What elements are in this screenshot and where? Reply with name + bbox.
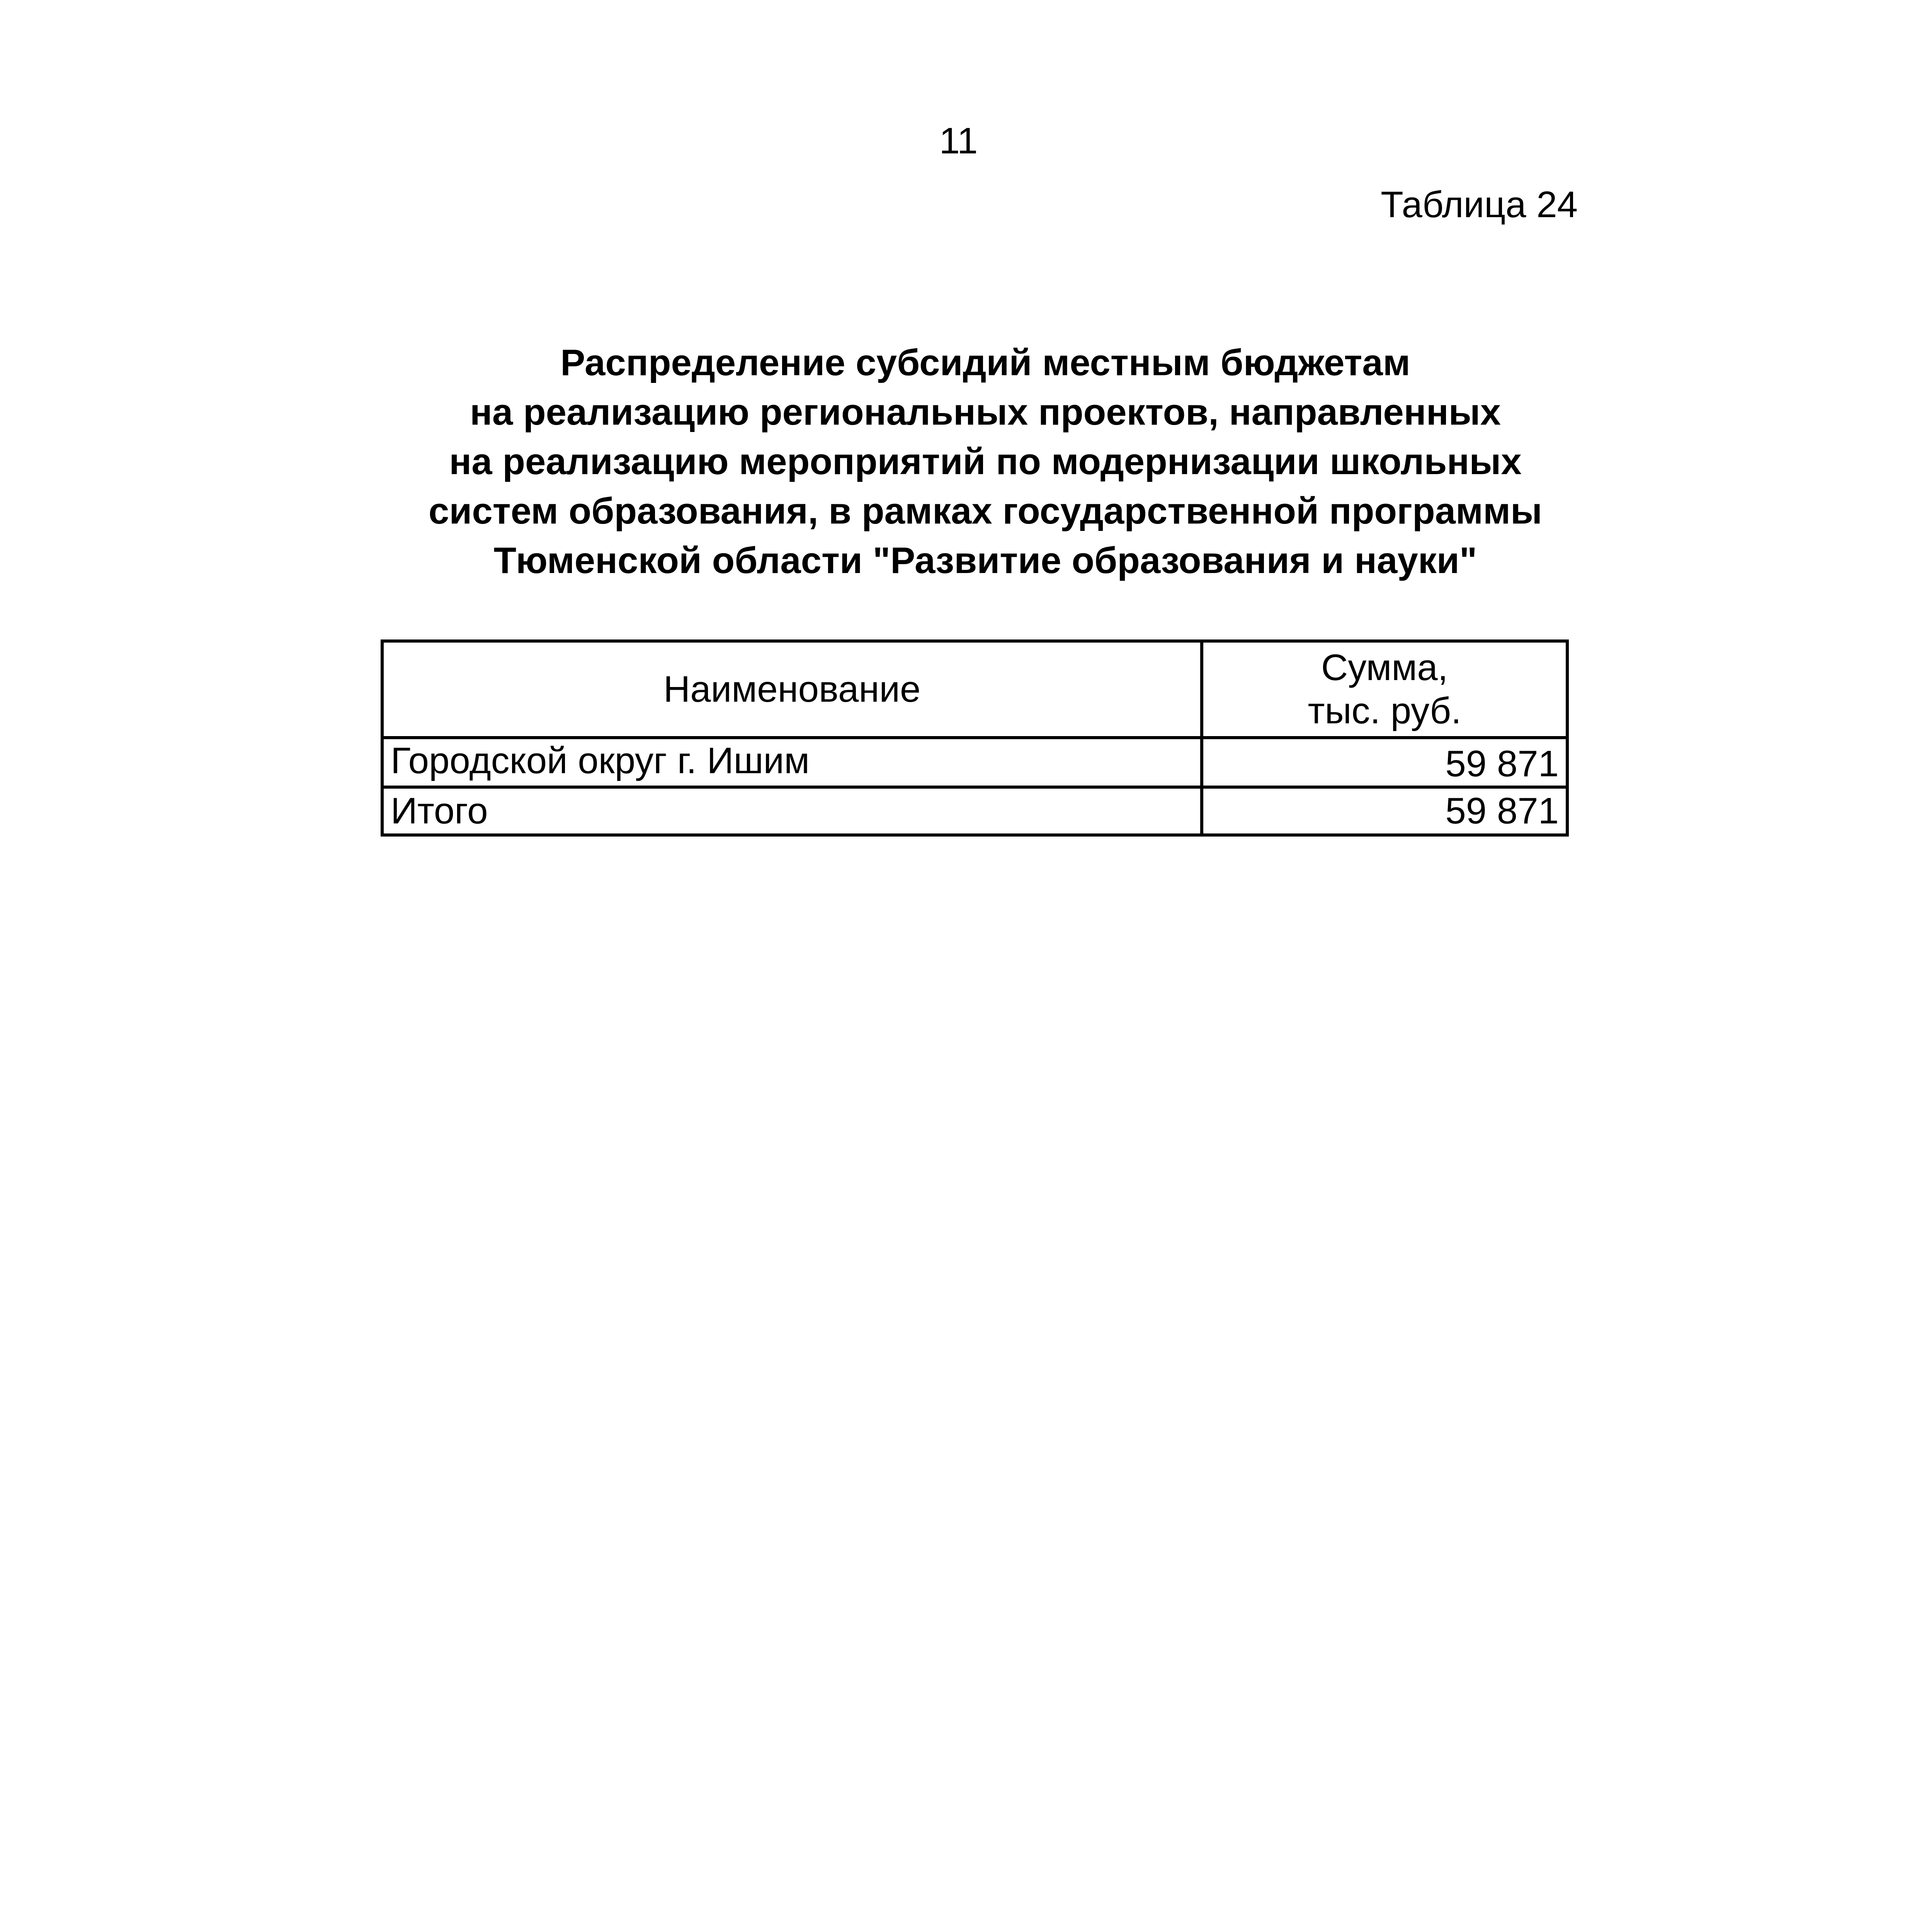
title-line: на реализацию региональных проектов, направленных bbox=[469, 391, 1501, 433]
title-line: на реализацию мероприятий по модернизации школьных bbox=[449, 441, 1522, 482]
header-sum bbox=[1202, 641, 1567, 738]
header-sum-line1: Сумма, bbox=[1321, 647, 1448, 688]
subsidy-table bbox=[381, 639, 1569, 837]
title-line: Распределение субсидий местным бюджетам bbox=[560, 342, 1410, 383]
total-name: Итого bbox=[382, 787, 1202, 835]
table-total-row bbox=[382, 787, 1567, 835]
header-sum-line2: тыс. руб. bbox=[1308, 690, 1461, 731]
table-row bbox=[382, 738, 1567, 787]
row-name: Городской округ г. Ишим bbox=[382, 738, 1202, 787]
page-number: 11 bbox=[939, 120, 978, 162]
header-name: Наименование bbox=[382, 641, 1202, 738]
title-line: систем образования, в рамках государственной программы bbox=[428, 490, 1543, 532]
table-number: Таблица 24 bbox=[1381, 184, 1578, 225]
row-sum: 59 871 bbox=[1202, 738, 1567, 787]
total-sum: 59 871 bbox=[1202, 787, 1567, 835]
table-header-row bbox=[382, 641, 1567, 738]
title-line: Тюменской области "Развитие образования и науки" bbox=[493, 540, 1477, 581]
document-title bbox=[270, 338, 1700, 585]
